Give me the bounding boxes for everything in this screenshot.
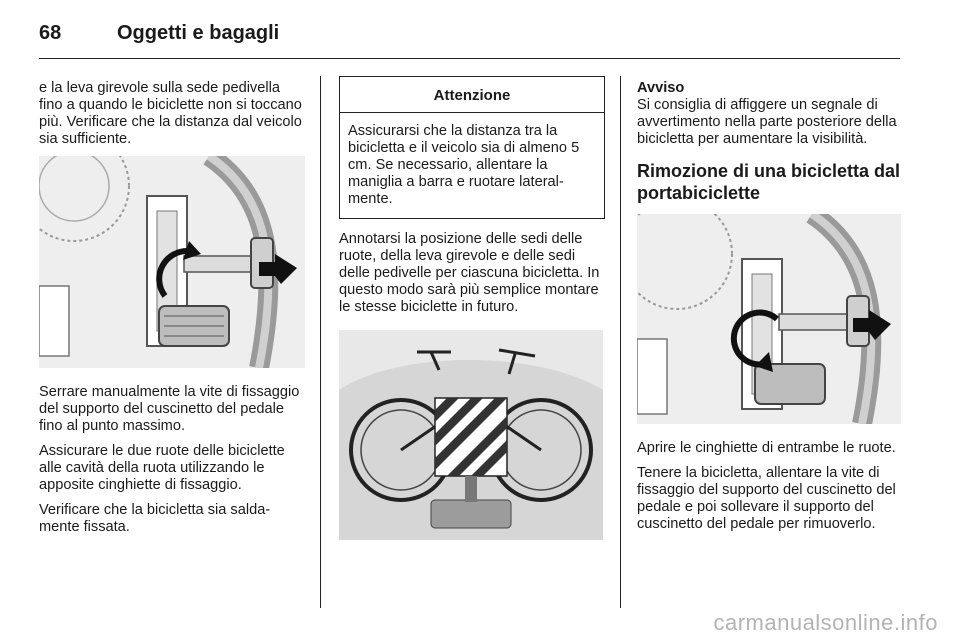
pedal-release-illustration [637,214,901,424]
note-title: Avviso [637,80,685,96]
section-heading: Rimozione di una bicicletta dal portabiciclette [637,161,901,203]
watermark: carmanualsonline.info [713,610,938,635]
note-text: Si consiglia di affiggere un segnale di avvertimento nella parte posteriore della bicicletta per aumentare la visibilità. [637,97,897,147]
bike-carrier-illustration [339,330,603,540]
page-header [39,18,279,48]
pedal-clamp-illustration [39,156,305,368]
paragraph: Aprire le cinghiette di entrambe le ruote. [637,440,896,456]
paragraph: Tenere la bicicletta, allentare la vite di fissaggio del supporto del cuscinetto del pedale e poi sollevare il supporto del cuscinetto del pedale per rimuoverlo. [637,465,896,532]
column-right [637,80,903,541]
paragraph: Verificare che la bicicletta sia saldamente fissata. [39,502,271,535]
warning-box [339,76,605,219]
header-rule [39,58,900,59]
warning-text: Assicurarsi che la distanza tra la bicicletta e il veicolo sia di almeno 5 cm. Se necessario, allentare la maniglia a barra e ruotare lateralmente. [348,123,580,207]
paragraph: Serrare manualmente la vite di fissaggio del supporto del cuscinetto del pedale fino al punto massimo. [39,384,300,434]
column-left [39,80,305,544]
paragraph: Annotarsi la posizione delle sedi delle ruote, della leva girevole e delle sedi delle pedivelle per ciascuna bicicletta. In questo modo sarà più semplice montare le stesse biciclette in futuro. [339,231,600,315]
paragraph: Assicurare le due ruote delle biciclette alle cavità della ruota utilizzando le apposite cinghiette di fissaggio. [39,443,285,493]
column-divider-2 [620,76,621,608]
column-divider-1 [320,76,321,608]
page-number: 68 [39,21,62,44]
paragraph: e la leva girevole sulla sede pedivella fino a quando le biciclette non si toccano più. Verificare che la distanza dal veicolo sia sufficiente. [39,80,302,147]
warning-title: Attenzione [340,77,604,113]
column-middle [339,76,605,540]
page-title: Oggetti e bagagli [117,21,280,44]
